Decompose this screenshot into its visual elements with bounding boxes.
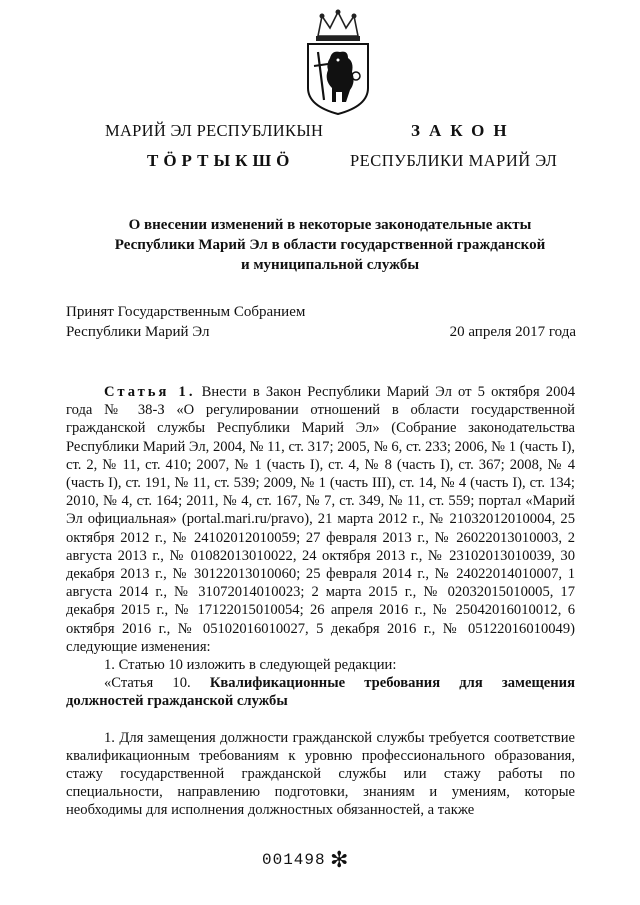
article10-heading [66,674,575,710]
header-left-line2: ТӦРТЫКШӦ [147,151,295,170]
document-serial-number: 001498 [262,851,326,869]
document-title [60,215,600,275]
article10-prefix: «Статья 10. [104,675,191,692]
adoption-block [66,302,576,342]
article10-title: Квалификационные требования для замещения должностей гражданской службы [66,675,575,710]
article10-para1: 1. Для замещения должности гражданской службы требуется соответствие квалификационным требованиям к уровню профессионального образования, стажу государственной гражданской службы или стажу работы по специальности, направлению подготовки, знаниям и умениям, которые необходимы для исполнения должностных обязанностей, а также [66,729,575,819]
article1-text: Внести в Закон Республики Марий Эл от 5 октября 2004 года № 38-З «О регулировании отношений в области государственной гражданской службы Республики Марий Эл» (Собрание законодательства Республики Марий Эл, 2004, № 11, ст. 317; 2005, № 6, ст. 233; 2006, № 1 (часть I), ст. 2, № 11, ст. 410; 2007, № 1 (часть I), ст. 4, № 8 (часть I), ст. 367; 2008, № 4 (часть I), ст. 191, № 11, ст. 539; 2009, № 1 (часть III), ст. 14, № 4 (часть I), ст. 134; 2010, № 4, ст. 164; 2011, № 4, ст. 167, № 7, ст. 349, № 11, ст. 559; портал «Марий Эл официальная» (portal.mari.ru/pravo), 21 марта 2012 г., № 21032012010004, 25 октября 2012 г., № 24102012010059; 27 февраля 2013 г., № 26022013010003, 2 августа 2013 г., № 01082013010022, 24 октября 2013 г., № 23102013010039, 30 декабря 2013 г., № 30122013010060; 25 февраля 2014 г., № 24022014010007, 1 августа 2014 г., № 31072014010023; 2 марта 2015 г., № 02032015010005, 17 декабря 2015 г., № 17122015010054; 26 апреля 2016 г., № 25042016010012, 6 октября 2016 г., № 05102016010027, 5 декабря 2016 г., № 05122016010049) следующие изменения: [66,384,575,655]
adopted-line2: Республики Марий Эл [66,324,210,340]
star-icon: ✻ [330,847,349,872]
article1-paragraph [66,383,575,656]
title-line: и муниципальной службы [240,257,420,273]
item1: 1. Статью 10 изложить в следующей редакции: [104,657,397,674]
adoption-date: 20 апреля 2017 года [449,324,576,340]
title-line: Республики Марий Эл в области государственной гражданской [114,237,546,253]
title-line: О внесении изменений в некоторые законодательные акты [128,217,532,233]
adopted-line1: Принят Государственным Собранием [66,304,306,320]
article1-label: Статья 1. [104,384,196,400]
header-left-line1: МАРИЙ ЭЛ РЕСПУБЛИКЫН [105,121,324,140]
coat-of-arms-icon [296,6,380,118]
header-right-line1: ЗАКОН [411,121,516,140]
article-body [66,383,575,820]
header-right-line2: РЕСПУБЛИКИ МАРИЙ ЭЛ [350,151,558,170]
